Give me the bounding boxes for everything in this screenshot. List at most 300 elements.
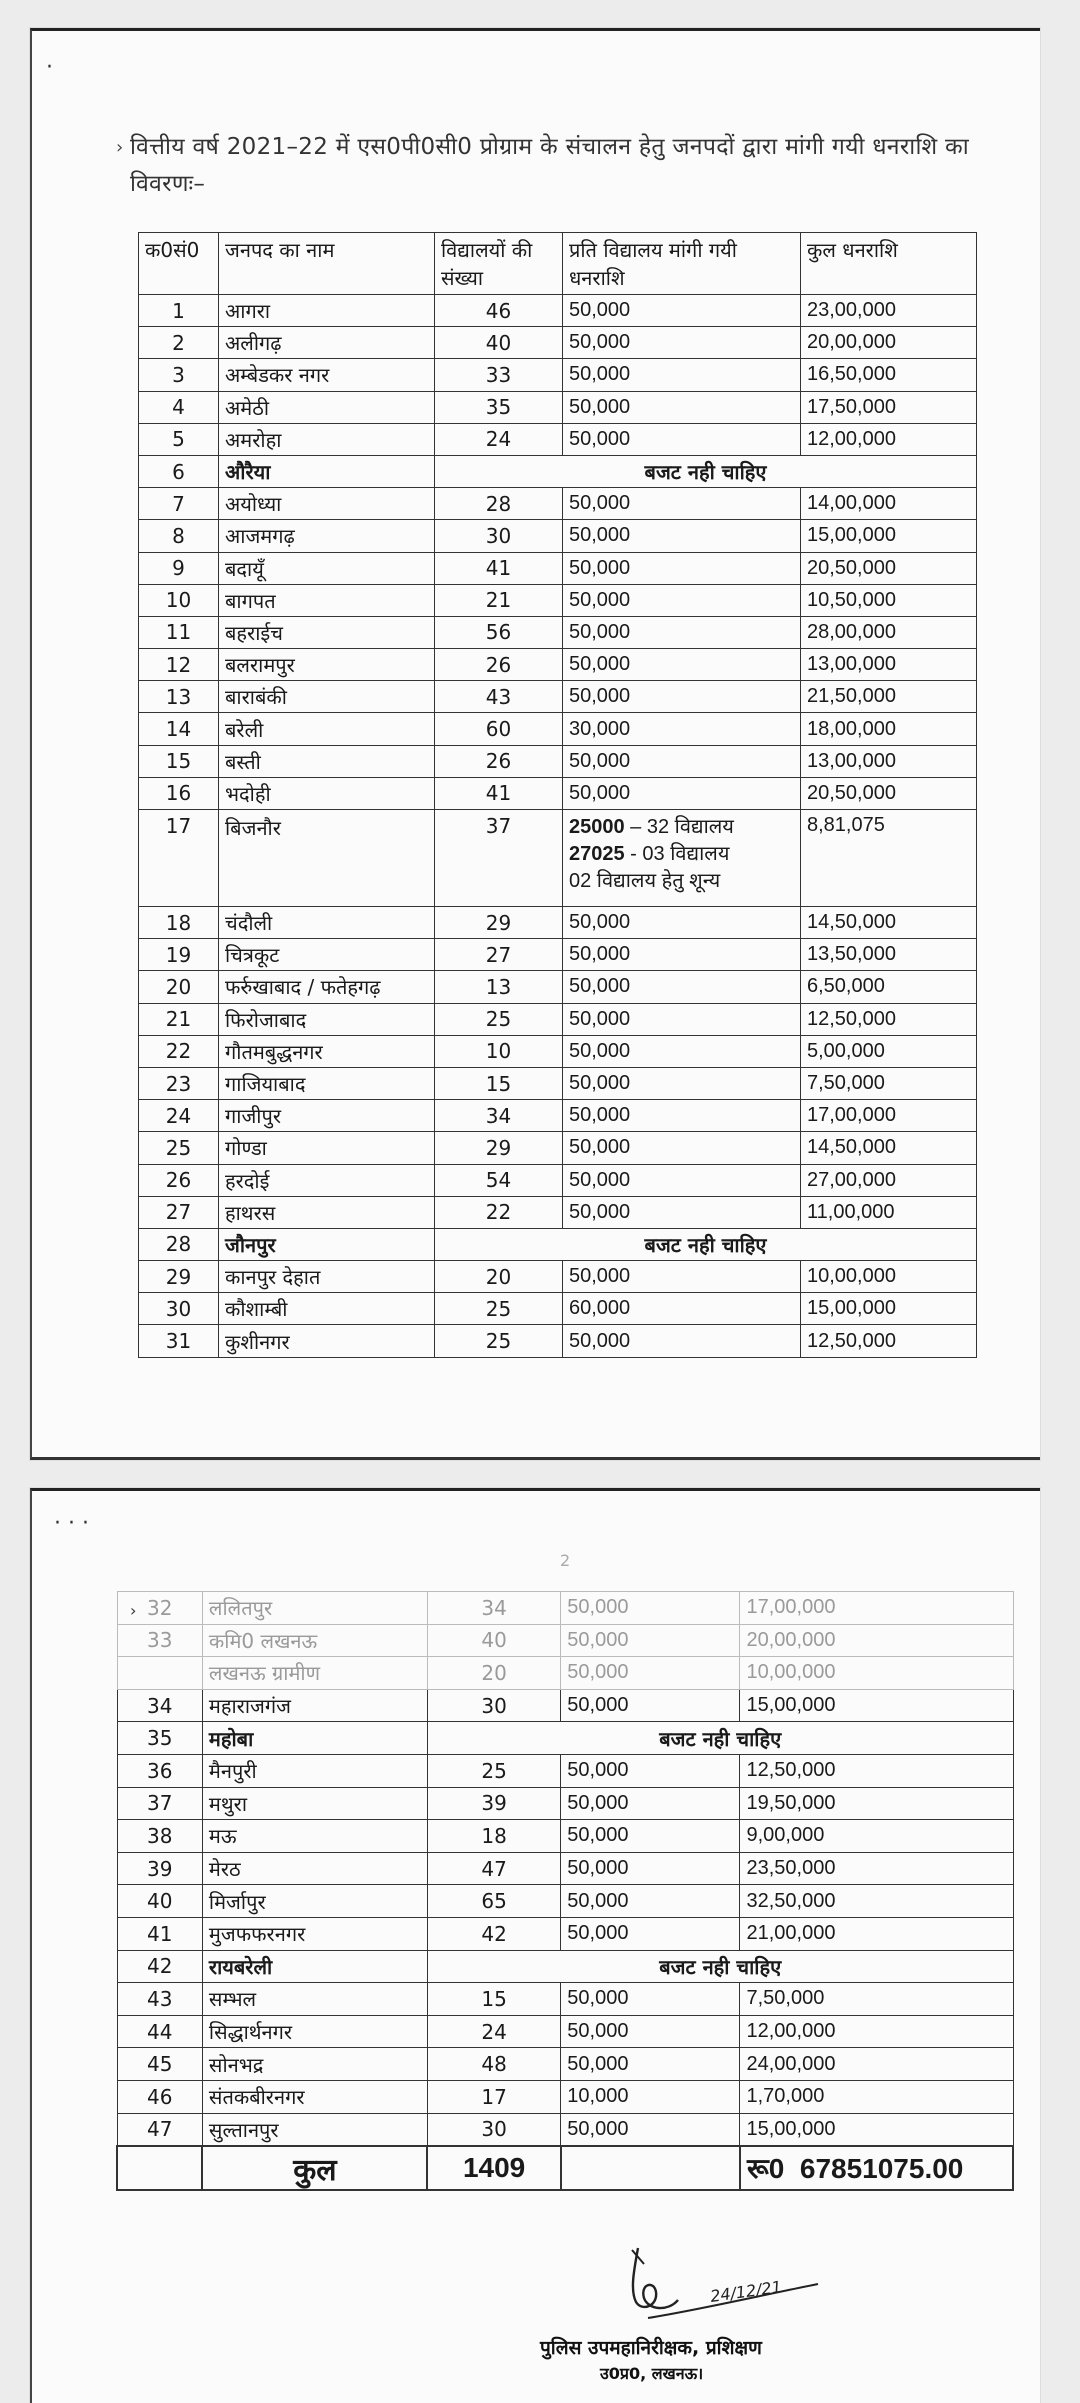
table-row <box>139 1035 977 1067</box>
district-name-cell: जौनपुर <box>219 1228 435 1260</box>
table-row <box>139 552 977 584</box>
serial-number-cell: 26 <box>139 1164 219 1196</box>
per-school-amount-cell: 50,000 <box>563 777 801 809</box>
table-row <box>139 907 977 939</box>
total-amount-cell: 9,00,000 <box>740 1820 1013 1853</box>
district-name-cell: आजमगढ़ <box>219 520 435 552</box>
total-amount-cell: 1,70,000 <box>740 2080 1013 2113</box>
total-amount-cell: 20,00,000 <box>740 1624 1013 1657</box>
school-count-cell: 29 <box>435 1132 563 1164</box>
serial-number-cell: 36 <box>117 1754 202 1787</box>
serial-number-cell: 32 <box>117 1592 202 1625</box>
school-count-cell: 15 <box>427 1983 560 2016</box>
district-name-cell: चंदौली <box>219 907 435 939</box>
table-row <box>117 1657 1013 1690</box>
district-name-cell: मिर्जापुर <box>202 1885 427 1918</box>
table-row <box>139 423 977 455</box>
district-name-cell: मुजफफरनगर <box>202 1917 427 1950</box>
table-row <box>139 1164 977 1196</box>
district-name-cell: गोण्डा <box>219 1132 435 1164</box>
per-school-amount-cell: 50,000 <box>561 1983 740 2016</box>
district-name-cell: गौतमबुद्धनगर <box>219 1035 435 1067</box>
total-amount-cell: 27,00,000 <box>801 1164 977 1196</box>
school-count-cell: 10 <box>435 1035 563 1067</box>
officer-place: उ0प्र0, लखनऊ। <box>600 2364 704 2383</box>
no-budget-note: बजट नही चाहिए <box>435 455 977 487</box>
school-count-cell: 13 <box>435 971 563 1003</box>
table-row <box>117 1820 1013 1853</box>
total-amount-cell: 12,50,000 <box>801 1003 977 1035</box>
table-row <box>139 584 977 616</box>
district-name-cell: ललितपुर <box>202 1592 427 1625</box>
total-amount-cell: 16,50,000 <box>801 359 977 391</box>
signature-date: 24/12/21 <box>709 2277 783 2306</box>
per-school-amount-cell: 50,000 <box>563 327 801 359</box>
serial-number-cell: 25 <box>139 1132 219 1164</box>
table-row <box>139 1100 977 1132</box>
per-school-amount-cell: 50,000 <box>563 1196 801 1228</box>
per-school-amount-cell: 50,000 <box>563 1100 801 1132</box>
school-count-cell: 48 <box>427 2048 560 2081</box>
table-row <box>117 1689 1013 1722</box>
serial-number-cell: 19 <box>139 939 219 971</box>
district-name-cell: कौशाम्बी <box>219 1293 435 1325</box>
serial-number-cell: 46 <box>117 2080 202 2113</box>
table-row <box>139 971 977 1003</box>
total-amount-cell: 21,50,000 <box>801 681 977 713</box>
district-name-cell: कुशीनगर <box>219 1325 435 1357</box>
school-count-cell: 26 <box>435 745 563 777</box>
table-row <box>139 713 977 745</box>
district-name-cell: महोबा <box>202 1722 427 1755</box>
per-school-amount-cell: 50,000 <box>561 1820 740 1853</box>
school-count-cell: 29 <box>435 907 563 939</box>
district-name-cell: फर्रुखाबाद / फतेहगढ़ <box>219 971 435 1003</box>
district-name-cell: बाराबंकी <box>219 681 435 713</box>
school-count-cell: 30 <box>427 1689 560 1722</box>
table-row <box>117 1983 1013 2016</box>
table-row <box>139 327 977 359</box>
serial-number-cell: 14 <box>139 713 219 745</box>
serial-number-cell: 44 <box>117 2015 202 2048</box>
table-row <box>117 1592 1013 1625</box>
serial-number-cell: 1 <box>139 295 219 327</box>
total-amount-cell: 19,50,000 <box>740 1787 1013 1820</box>
total-amount-cell: 10,00,000 <box>801 1261 977 1293</box>
total-amount-cell: 21,00,000 <box>740 1917 1013 1950</box>
signature-mark <box>578 2240 838 2330</box>
school-count-cell: 25 <box>427 1754 560 1787</box>
total-amount-cell: 15,00,000 <box>801 1293 977 1325</box>
scan-speck: · · · <box>54 1511 89 1536</box>
school-count-cell: 24 <box>435 423 563 455</box>
per-school-amount-cell: 50,000 <box>563 1035 801 1067</box>
school-count-cell: 22 <box>435 1196 563 1228</box>
total-amount-cell: 32,50,000 <box>740 1885 1013 1918</box>
district-name-cell: हाथरस <box>219 1196 435 1228</box>
per-school-amount-cell: 50,000 <box>563 1261 801 1293</box>
per-school-amount-cell: 60,000 <box>563 1293 801 1325</box>
total-amount-cell: 12,50,000 <box>740 1754 1013 1787</box>
table-row <box>117 2113 1013 2146</box>
school-count-cell: 24 <box>427 2015 560 2048</box>
table-row <box>139 359 977 391</box>
district-name-cell: फिरोजाबाद <box>219 1003 435 1035</box>
district-name-cell: कानपुर देहात <box>219 1261 435 1293</box>
per-school-amount-cell: 30,000 <box>563 713 801 745</box>
table-row <box>139 520 977 552</box>
total-amount-cell: 20,50,000 <box>801 777 977 809</box>
per-school-amount-cell: 50,000 <box>563 359 801 391</box>
per-school-amount-cell: 50,000 <box>563 1003 801 1035</box>
per-school-amount-cell: 10,000 <box>561 2080 740 2113</box>
per-school-amount-cell: 50,000 <box>561 1689 740 1722</box>
scan-mark: › <box>130 1601 137 1620</box>
title-text: वित्तीय वर्ष 2021–22 में एस0पी0सी0 प्रोग्राम के संचालन हेतु जनपदों द्वारा मांगी गयी धनराशि का विवरणः– <box>130 134 969 197</box>
total-amount-cell: 13,00,000 <box>801 745 977 777</box>
school-count-cell: 25 <box>435 1325 563 1357</box>
header-total: कुल धनराशि <box>801 233 977 295</box>
serial-number-cell: 22 <box>139 1035 219 1067</box>
school-count-cell: 21 <box>435 584 563 616</box>
document-page-1 <box>30 28 1040 1460</box>
total-amount-cell: 12,50,000 <box>801 1325 977 1357</box>
district-name-cell: मेरठ <box>202 1852 427 1885</box>
school-count-cell: 33 <box>435 359 563 391</box>
district-name-cell: मथुरा <box>202 1787 427 1820</box>
district-name-cell: गाजियाबाद <box>219 1067 435 1099</box>
title-bullet: › <box>116 137 124 158</box>
table-header-row <box>139 233 977 295</box>
total-amount-cell: 13,50,000 <box>801 939 977 971</box>
total-amount-cell: 12,00,000 <box>801 423 977 455</box>
district-name-cell: सुल्तानपुर <box>202 2113 427 2146</box>
district-name-cell: महाराजगंज <box>202 1689 427 1722</box>
school-count-cell: 25 <box>435 1293 563 1325</box>
district-name-cell: अमरोहा <box>219 423 435 455</box>
total-amount-cell: 8,81,075 <box>801 810 977 907</box>
serial-number-cell: 29 <box>139 1261 219 1293</box>
total-amount-cell: 7,50,000 <box>801 1067 977 1099</box>
district-name-cell: बिजनौर <box>219 810 435 907</box>
per-school-amount-cell: 50,000 <box>561 1787 740 1820</box>
total-amount-cell: 15,00,000 <box>801 520 977 552</box>
document-title <box>116 129 1010 203</box>
table-row <box>139 810 977 907</box>
per-school-line <box>569 868 794 895</box>
total-amount-cell: 7,50,000 <box>740 1983 1013 2016</box>
district-name-cell: गाजीपुर <box>219 1100 435 1132</box>
school-count-cell: 20 <box>427 1657 560 1690</box>
table-row <box>139 1325 977 1357</box>
per-school-amount-cell: 50,000 <box>563 1164 801 1196</box>
district-name-cell: बहराईच <box>219 616 435 648</box>
serial-number-cell: 16 <box>139 777 219 809</box>
officer-designation: पुलिस उपमहानिरीक्षक, प्रशिक्षण <box>540 2337 762 2359</box>
total-amount-cell: 13,00,000 <box>801 649 977 681</box>
serial-number-cell: 24 <box>139 1100 219 1132</box>
district-name-cell: बरेली <box>219 713 435 745</box>
no-budget-note: बजट नही चाहिए <box>435 1228 977 1260</box>
per-school-amount-cell: 50,000 <box>563 1067 801 1099</box>
per-school-amount-cell: 50,000 <box>561 1917 740 1950</box>
district-name-cell: संतकबीरनगर <box>202 2080 427 2113</box>
total-amount-cell: 14,50,000 <box>801 907 977 939</box>
district-name-cell: अमेठी <box>219 391 435 423</box>
school-count-cell: 46 <box>435 295 563 327</box>
table-row <box>117 1885 1013 1918</box>
per-school-line-amount: 27025 <box>569 843 625 865</box>
school-count-cell: 39 <box>427 1787 560 1820</box>
school-count-cell: 27 <box>435 939 563 971</box>
serial-number-cell: 8 <box>139 520 219 552</box>
school-count-cell: 35 <box>435 391 563 423</box>
district-name-cell: चित्रकूट <box>219 939 435 971</box>
per-school-amount-cell: 50,000 <box>561 1885 740 1918</box>
serial-number-cell: 47 <box>117 2113 202 2146</box>
district-name-cell: बलरामपुर <box>219 649 435 681</box>
total-amount-cell: 24,00,000 <box>740 2048 1013 2081</box>
fund-table-page-1 <box>138 232 977 1358</box>
header-schools: विद्यालयों की संख्या <box>435 233 563 295</box>
district-name-cell: कमि0 लखनऊ <box>202 1624 427 1657</box>
table-row <box>139 1228 977 1260</box>
school-count-cell: 26 <box>435 649 563 681</box>
total-amount-cell: 14,50,000 <box>801 1132 977 1164</box>
total-amount-cell: 12,00,000 <box>740 2015 1013 2048</box>
school-count-cell: 25 <box>435 1003 563 1035</box>
per-school-amount-cell: 50,000 <box>563 745 801 777</box>
school-count-cell: 15 <box>435 1067 563 1099</box>
grand-total-empty-cell <box>561 2146 740 2190</box>
district-name-cell: भदोही <box>219 777 435 809</box>
fund-table-page-2 <box>116 1591 1014 2191</box>
serial-number-cell: 45 <box>117 2048 202 2081</box>
serial-number-cell: 15 <box>139 745 219 777</box>
table-row <box>139 1293 977 1325</box>
page-number: 2 <box>560 1551 571 1570</box>
per-school-amount-cell: 50,000 <box>563 552 801 584</box>
serial-number-cell: 9 <box>139 552 219 584</box>
per-school-amount-cell: 50,000 <box>563 907 801 939</box>
serial-number-cell: 17 <box>139 810 219 907</box>
district-name-cell: अम्बेडकर नगर <box>219 359 435 391</box>
serial-number-cell: 39 <box>117 1852 202 1885</box>
total-amount-cell: 10,00,000 <box>740 1657 1013 1690</box>
district-name-cell: सम्भल <box>202 1983 427 2016</box>
serial-number-cell: 5 <box>139 423 219 455</box>
table-row <box>139 681 977 713</box>
table-row <box>139 649 977 681</box>
total-amount-cell: 11,00,000 <box>801 1196 977 1228</box>
school-count-cell: 34 <box>435 1100 563 1132</box>
school-count-cell: 41 <box>435 777 563 809</box>
school-count-cell: 20 <box>435 1261 563 1293</box>
district-name-cell: बागपत <box>219 584 435 616</box>
serial-number-cell: 20 <box>139 971 219 1003</box>
total-amount-cell: 18,00,000 <box>801 713 977 745</box>
total-amount-cell: 17,00,000 <box>740 1592 1013 1625</box>
grand-total-label: कुल <box>202 2146 427 2190</box>
district-name-cell: बस्ती <box>219 745 435 777</box>
per-school-amount-cell: 50,000 <box>561 1852 740 1885</box>
district-name-cell: बदायूँ <box>219 552 435 584</box>
serial-number-cell: 2 <box>139 327 219 359</box>
district-name-cell: अयोध्या <box>219 488 435 520</box>
table-row <box>139 1003 977 1035</box>
table-body-page-2 <box>117 1592 1013 2191</box>
serial-number-cell: 28 <box>139 1228 219 1260</box>
school-count-cell: 56 <box>435 616 563 648</box>
school-count-cell: 43 <box>435 681 563 713</box>
district-name-cell: सोनभद्र <box>202 2048 427 2081</box>
serial-number-cell: 33 <box>117 1624 202 1657</box>
serial-number-cell: 40 <box>117 1885 202 1918</box>
school-count-cell: 54 <box>435 1164 563 1196</box>
per-school-amount-cell: 50,000 <box>561 2113 740 2146</box>
serial-number-cell: 43 <box>117 1983 202 2016</box>
serial-number-cell: 31 <box>139 1325 219 1357</box>
table-row <box>139 1196 977 1228</box>
school-count-cell: 40 <box>427 1624 560 1657</box>
per-school-line-text: – 32 विद्यालय <box>624 816 734 838</box>
per-school-amount-cell: 50,000 <box>561 2048 740 2081</box>
per-school-amount-cell: 50,000 <box>561 1624 740 1657</box>
per-school-line <box>569 814 794 841</box>
grand-total-schools: 1409 <box>427 2146 560 2190</box>
total-amount-cell: 6,50,000 <box>801 971 977 1003</box>
table-body-page-1 <box>139 295 977 1358</box>
per-school-amount-cell: 50,000 <box>563 616 801 648</box>
per-school-amount-cell: 50,000 <box>561 1754 740 1787</box>
district-name-cell: लखनऊ ग्रामीण <box>202 1657 427 1690</box>
serial-number-cell: 35 <box>117 1722 202 1755</box>
header-sno: क0सं0 <box>139 233 219 295</box>
table-row <box>117 2015 1013 2048</box>
school-count-cell: 60 <box>435 713 563 745</box>
school-count-cell: 42 <box>427 1917 560 1950</box>
district-name-cell: सिद्धार्थनगर <box>202 2015 427 2048</box>
serial-number-cell: 4 <box>139 391 219 423</box>
header-per-school: प्रति विद्यालय मांगी गयी धनराशि <box>563 233 801 295</box>
total-amount-cell: 17,50,000 <box>801 391 977 423</box>
per-school-amount-cell: 50,000 <box>563 584 801 616</box>
per-school-amount-cell: 50,000 <box>563 391 801 423</box>
school-count-cell: 41 <box>435 552 563 584</box>
district-name-cell: अलीगढ़ <box>219 327 435 359</box>
total-amount-cell: 20,50,000 <box>801 552 977 584</box>
serial-number-cell: 42 <box>117 1950 202 1983</box>
school-count-cell: 18 <box>427 1820 560 1853</box>
table-row <box>139 1132 977 1164</box>
per-school-amount-cell: 50,000 <box>563 1325 801 1357</box>
per-school-amount-cell <box>563 810 801 907</box>
school-count-cell: 40 <box>435 327 563 359</box>
serial-number-cell: 30 <box>139 1293 219 1325</box>
table-row <box>117 2080 1013 2113</box>
school-count-cell: 30 <box>427 2113 560 2146</box>
school-count-cell: 65 <box>427 1885 560 1918</box>
scan-speck: · <box>46 55 53 80</box>
table-row <box>139 745 977 777</box>
grand-total-row <box>117 2146 1013 2190</box>
serial-number-cell: 6 <box>139 455 219 487</box>
school-count-cell: 37 <box>435 810 563 907</box>
table-row <box>139 777 977 809</box>
no-budget-note: बजट नही चाहिए <box>427 1722 1013 1755</box>
grand-total-spacer <box>117 2146 202 2190</box>
total-amount-cell: 20,00,000 <box>801 327 977 359</box>
table-row <box>117 1787 1013 1820</box>
table-row <box>117 1917 1013 1950</box>
district-name-cell: आगरा <box>219 295 435 327</box>
per-school-amount-cell: 50,000 <box>561 2015 740 2048</box>
district-name-cell: औरैया <box>219 455 435 487</box>
serial-number-cell: 13 <box>139 681 219 713</box>
per-school-amount-cell: 50,000 <box>563 295 801 327</box>
serial-number-cell: 21 <box>139 1003 219 1035</box>
total-amount-cell: 14,00,000 <box>801 488 977 520</box>
table-row <box>117 2048 1013 2081</box>
serial-number-cell: 18 <box>139 907 219 939</box>
grand-total-amount: रू0 67851075.00 <box>740 2146 1013 2190</box>
total-amount-cell: 15,00,000 <box>740 2113 1013 2146</box>
district-name-cell: मऊ <box>202 1820 427 1853</box>
serial-number-cell: 27 <box>139 1196 219 1228</box>
serial-number-cell: 12 <box>139 649 219 681</box>
table-row <box>139 939 977 971</box>
table-row <box>139 488 977 520</box>
district-name-cell: हरदोई <box>219 1164 435 1196</box>
per-school-amount-cell: 50,000 <box>563 649 801 681</box>
per-school-amount-cell: 50,000 <box>563 681 801 713</box>
total-amount-cell: 15,00,000 <box>740 1689 1013 1722</box>
no-budget-note: बजट नही चाहिए <box>427 1950 1013 1983</box>
table-row <box>117 1722 1013 1755</box>
per-school-line-text: 02 विद्यालय हेतु शून्य <box>569 870 721 892</box>
per-school-line-amount: 25000 <box>569 816 625 838</box>
signature-block <box>520 2240 820 2390</box>
per-school-amount-cell: 50,000 <box>563 939 801 971</box>
district-name-cell: मैनपुरी <box>202 1754 427 1787</box>
serial-number-cell: 7 <box>139 488 219 520</box>
total-amount-cell: 28,00,000 <box>801 616 977 648</box>
table-row <box>139 455 977 487</box>
table-row <box>117 1950 1013 1983</box>
district-name-cell: रायबरेली <box>202 1950 427 1983</box>
table-row <box>139 295 977 327</box>
serial-number-cell <box>117 1657 202 1690</box>
serial-number-cell: 37 <box>117 1787 202 1820</box>
per-school-line <box>569 841 794 868</box>
school-count-cell: 28 <box>435 488 563 520</box>
total-amount-cell: 10,50,000 <box>801 584 977 616</box>
serial-number-cell: 41 <box>117 1917 202 1950</box>
table-row <box>139 616 977 648</box>
table-row <box>139 391 977 423</box>
school-count-cell: 47 <box>427 1852 560 1885</box>
serial-number-cell: 23 <box>139 1067 219 1099</box>
table-row <box>117 1754 1013 1787</box>
per-school-amount-cell: 50,000 <box>561 1592 740 1625</box>
school-count-cell: 17 <box>427 2080 560 2113</box>
header-district: जनपद का नाम <box>219 233 435 295</box>
school-count-cell: 30 <box>435 520 563 552</box>
serial-number-cell: 10 <box>139 584 219 616</box>
serial-number-cell: 34 <box>117 1689 202 1722</box>
total-amount-cell: 23,00,000 <box>801 295 977 327</box>
serial-number-cell: 38 <box>117 1820 202 1853</box>
